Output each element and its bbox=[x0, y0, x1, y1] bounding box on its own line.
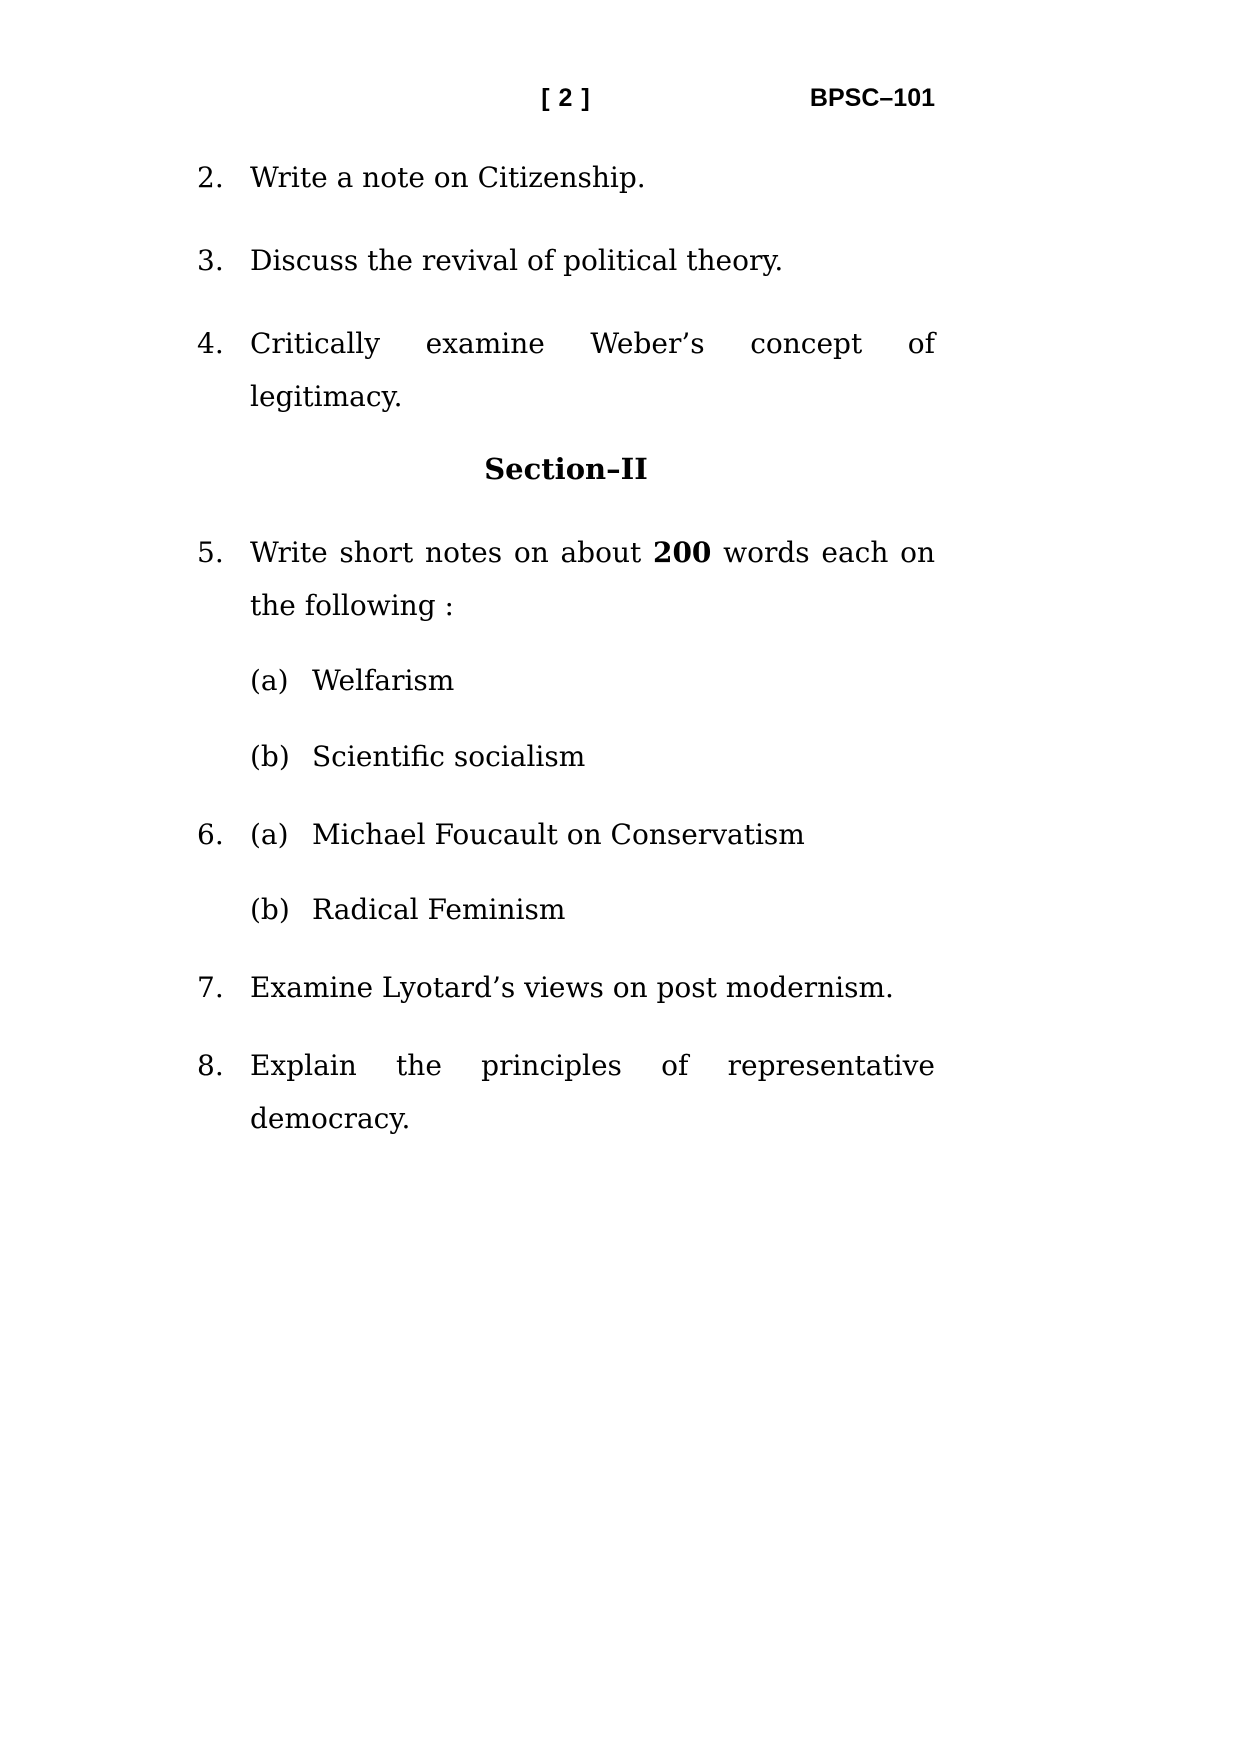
question-7 bbox=[197, 961, 935, 1014]
question-text: Examine Lyotard’s views on post modernism. bbox=[250, 971, 894, 1004]
question-5-sub-a bbox=[250, 654, 935, 707]
question-8 bbox=[197, 1039, 935, 1145]
sub-item-text: Scientific socialism bbox=[312, 740, 586, 773]
question-6-sub-b bbox=[250, 883, 935, 936]
sub-item-text: Michael Foucault on Conservatism bbox=[312, 818, 805, 851]
question-text: Discuss the revival of political theory. bbox=[250, 244, 784, 277]
sub-item-label: (b) bbox=[250, 740, 290, 773]
question-text: Write a note on Citizenship. bbox=[250, 161, 646, 194]
paper-code: BPSC–101 bbox=[809, 84, 935, 112]
question-text bbox=[250, 526, 935, 632]
word-count-emphasis: 200 bbox=[652, 536, 712, 569]
page-content bbox=[197, 0, 935, 1145]
question-2 bbox=[197, 151, 935, 204]
page-number: [ 2 ] bbox=[541, 84, 591, 112]
question-number: 8. bbox=[197, 1049, 224, 1082]
question-number: 5. bbox=[197, 536, 224, 569]
question-text-part: words each on the following : bbox=[250, 536, 935, 622]
question-number: 2. bbox=[197, 161, 224, 194]
section-heading: Section–II bbox=[484, 452, 648, 486]
question-text-part: Write short notes on about bbox=[250, 536, 653, 569]
question-3 bbox=[197, 234, 935, 287]
question-text: Critically examine Weber’s concept of legitimacy. bbox=[250, 327, 935, 413]
question-number: 4. bbox=[197, 327, 224, 360]
question-6 bbox=[197, 808, 935, 861]
sub-item-label: (b) bbox=[250, 893, 290, 926]
sub-item-text: Radical Feminism bbox=[312, 893, 566, 926]
question-text: Explain the principles of representative democracy. bbox=[250, 1049, 935, 1135]
sub-item-label: (a) bbox=[250, 818, 289, 851]
question-number: 7. bbox=[197, 971, 224, 1004]
sub-item-label: (a) bbox=[250, 664, 289, 697]
question-number: 3. bbox=[197, 244, 224, 277]
question-5 bbox=[197, 526, 935, 632]
question-5-sub-b bbox=[250, 730, 935, 783]
page-header bbox=[197, 0, 935, 111]
question-number: 6. bbox=[197, 818, 224, 851]
question-4 bbox=[197, 317, 935, 423]
sub-item-text: Welfarism bbox=[312, 664, 455, 697]
